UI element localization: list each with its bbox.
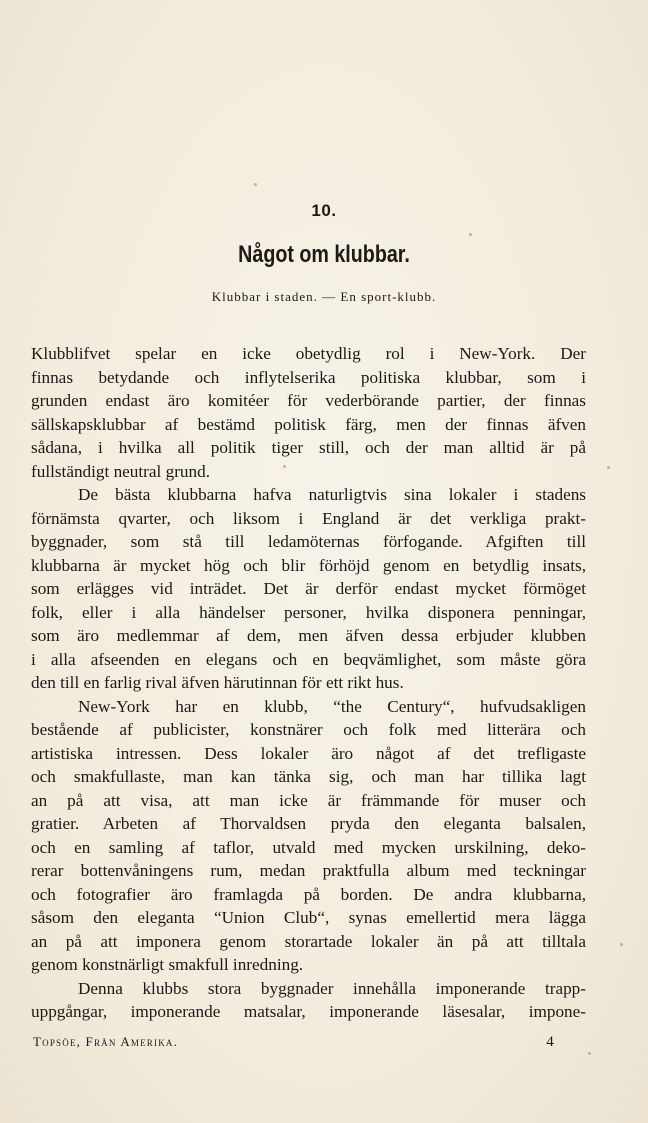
- text-line: De bästa klubbarna hafva naturligtvis sina lokaler i stadens: [78, 485, 586, 504]
- text-line: gratier. Arbeten af Thorvaldsen pryda den eleganta balsalen,: [31, 814, 586, 833]
- chapter-summary: Klubbar i staden. — En sport-klubb.: [211, 289, 437, 304]
- paper-speck: [620, 943, 623, 946]
- paper-speck: [607, 466, 610, 469]
- text-line: förnämsta qvarter, och liksom i England är det verkliga prakt-: [31, 508, 586, 528]
- text-line: genom konstnärligt smakfull inredning.: [31, 955, 304, 974]
- body-text: [31, 342, 586, 1024]
- text-line: bestående af publicister, konstnärer och folk med litterära och: [31, 720, 586, 739]
- text-line: Denna klubbs stora byggnader innehålla imponerande trapp-: [78, 978, 586, 998]
- text-line: och fotografier äro framlagda på borden. De andra klubbarna,: [31, 884, 586, 904]
- text-line: sådana, i hvilka all politik tiger still, och der man alltid är på: [31, 438, 586, 457]
- text-line: i alla afseenden en elegans och en beqvämlighet, som måste göra: [31, 649, 586, 669]
- text-line: an på att visa, att man icke är främmande för muser och: [31, 790, 586, 810]
- paper-speck: [469, 233, 472, 236]
- page-number: 4: [546, 1034, 555, 1050]
- text-line: artistiska intressen. Dess lokaler äro något af det trefligaste: [31, 743, 586, 763]
- text-line: sällskapsklubbar af bestämd politisk färg, men der finnas äfven: [31, 414, 586, 434]
- text-line: folk, eller i alla händelser personer, hvilka disponera penningar,: [31, 602, 586, 622]
- text-line: grunden endast äro komitéer för vederbörande partier, der finnas: [31, 391, 586, 410]
- text-line: klubbarna är mycket hög och blir förhöjd genom en betydlig insats,: [31, 555, 586, 575]
- text-line: och smakfullaste, man kan tänka sig, och man har tillika lagt: [31, 767, 586, 786]
- page-footer: [33, 1034, 555, 1051]
- text-line: som äro medlemmar af dem, men äfven dessa erbjuder klubben: [31, 626, 586, 645]
- text-line: New-York har en klubb, “the Century“, hufvudsakligen: [78, 696, 586, 716]
- chapter-number: 10.: [311, 201, 337, 220]
- text-line: uppgångar, imponerande matsalar, imponerande läsesalar, impone-: [31, 1002, 586, 1021]
- text-line: den till en farlig rival äfven härutinnan för ett rikt hus.: [31, 673, 404, 692]
- text-line: som erlägges vid inträdet. Det är derför endast mycket förmöget: [31, 579, 586, 598]
- paper-speck: [254, 183, 257, 186]
- text-line: fullständigt neutral grund.: [31, 461, 211, 481]
- text-line: finnas betydande och inflytelserika politiska klubbar, som i: [31, 367, 586, 387]
- paper-speck: [283, 465, 286, 468]
- paper-speck: [588, 1052, 591, 1055]
- chapter-title: Något om klubbar.: [238, 241, 410, 268]
- text-line: byggnader, som stå till ledamöternas förfogande. Afgiften till: [31, 532, 586, 551]
- text-line: såsom den eleganta “Union Club“, synas emellertid mera lägga: [31, 908, 586, 927]
- text-line: rerar bottenvåningens rum, medan praktfulla album med teckningar: [31, 861, 586, 880]
- text-line: Klubblifvet spelar en icke obetydlig rol i New-York. Der: [31, 344, 586, 363]
- text-line: och en samling af taflor, utvald med mycken urskilning, deko-: [31, 837, 586, 857]
- text-line: an på att imponera genom storartade lokaler än på att tilltala: [31, 931, 586, 951]
- footer-signature: Topsöe, Från Amerika.: [33, 1034, 179, 1049]
